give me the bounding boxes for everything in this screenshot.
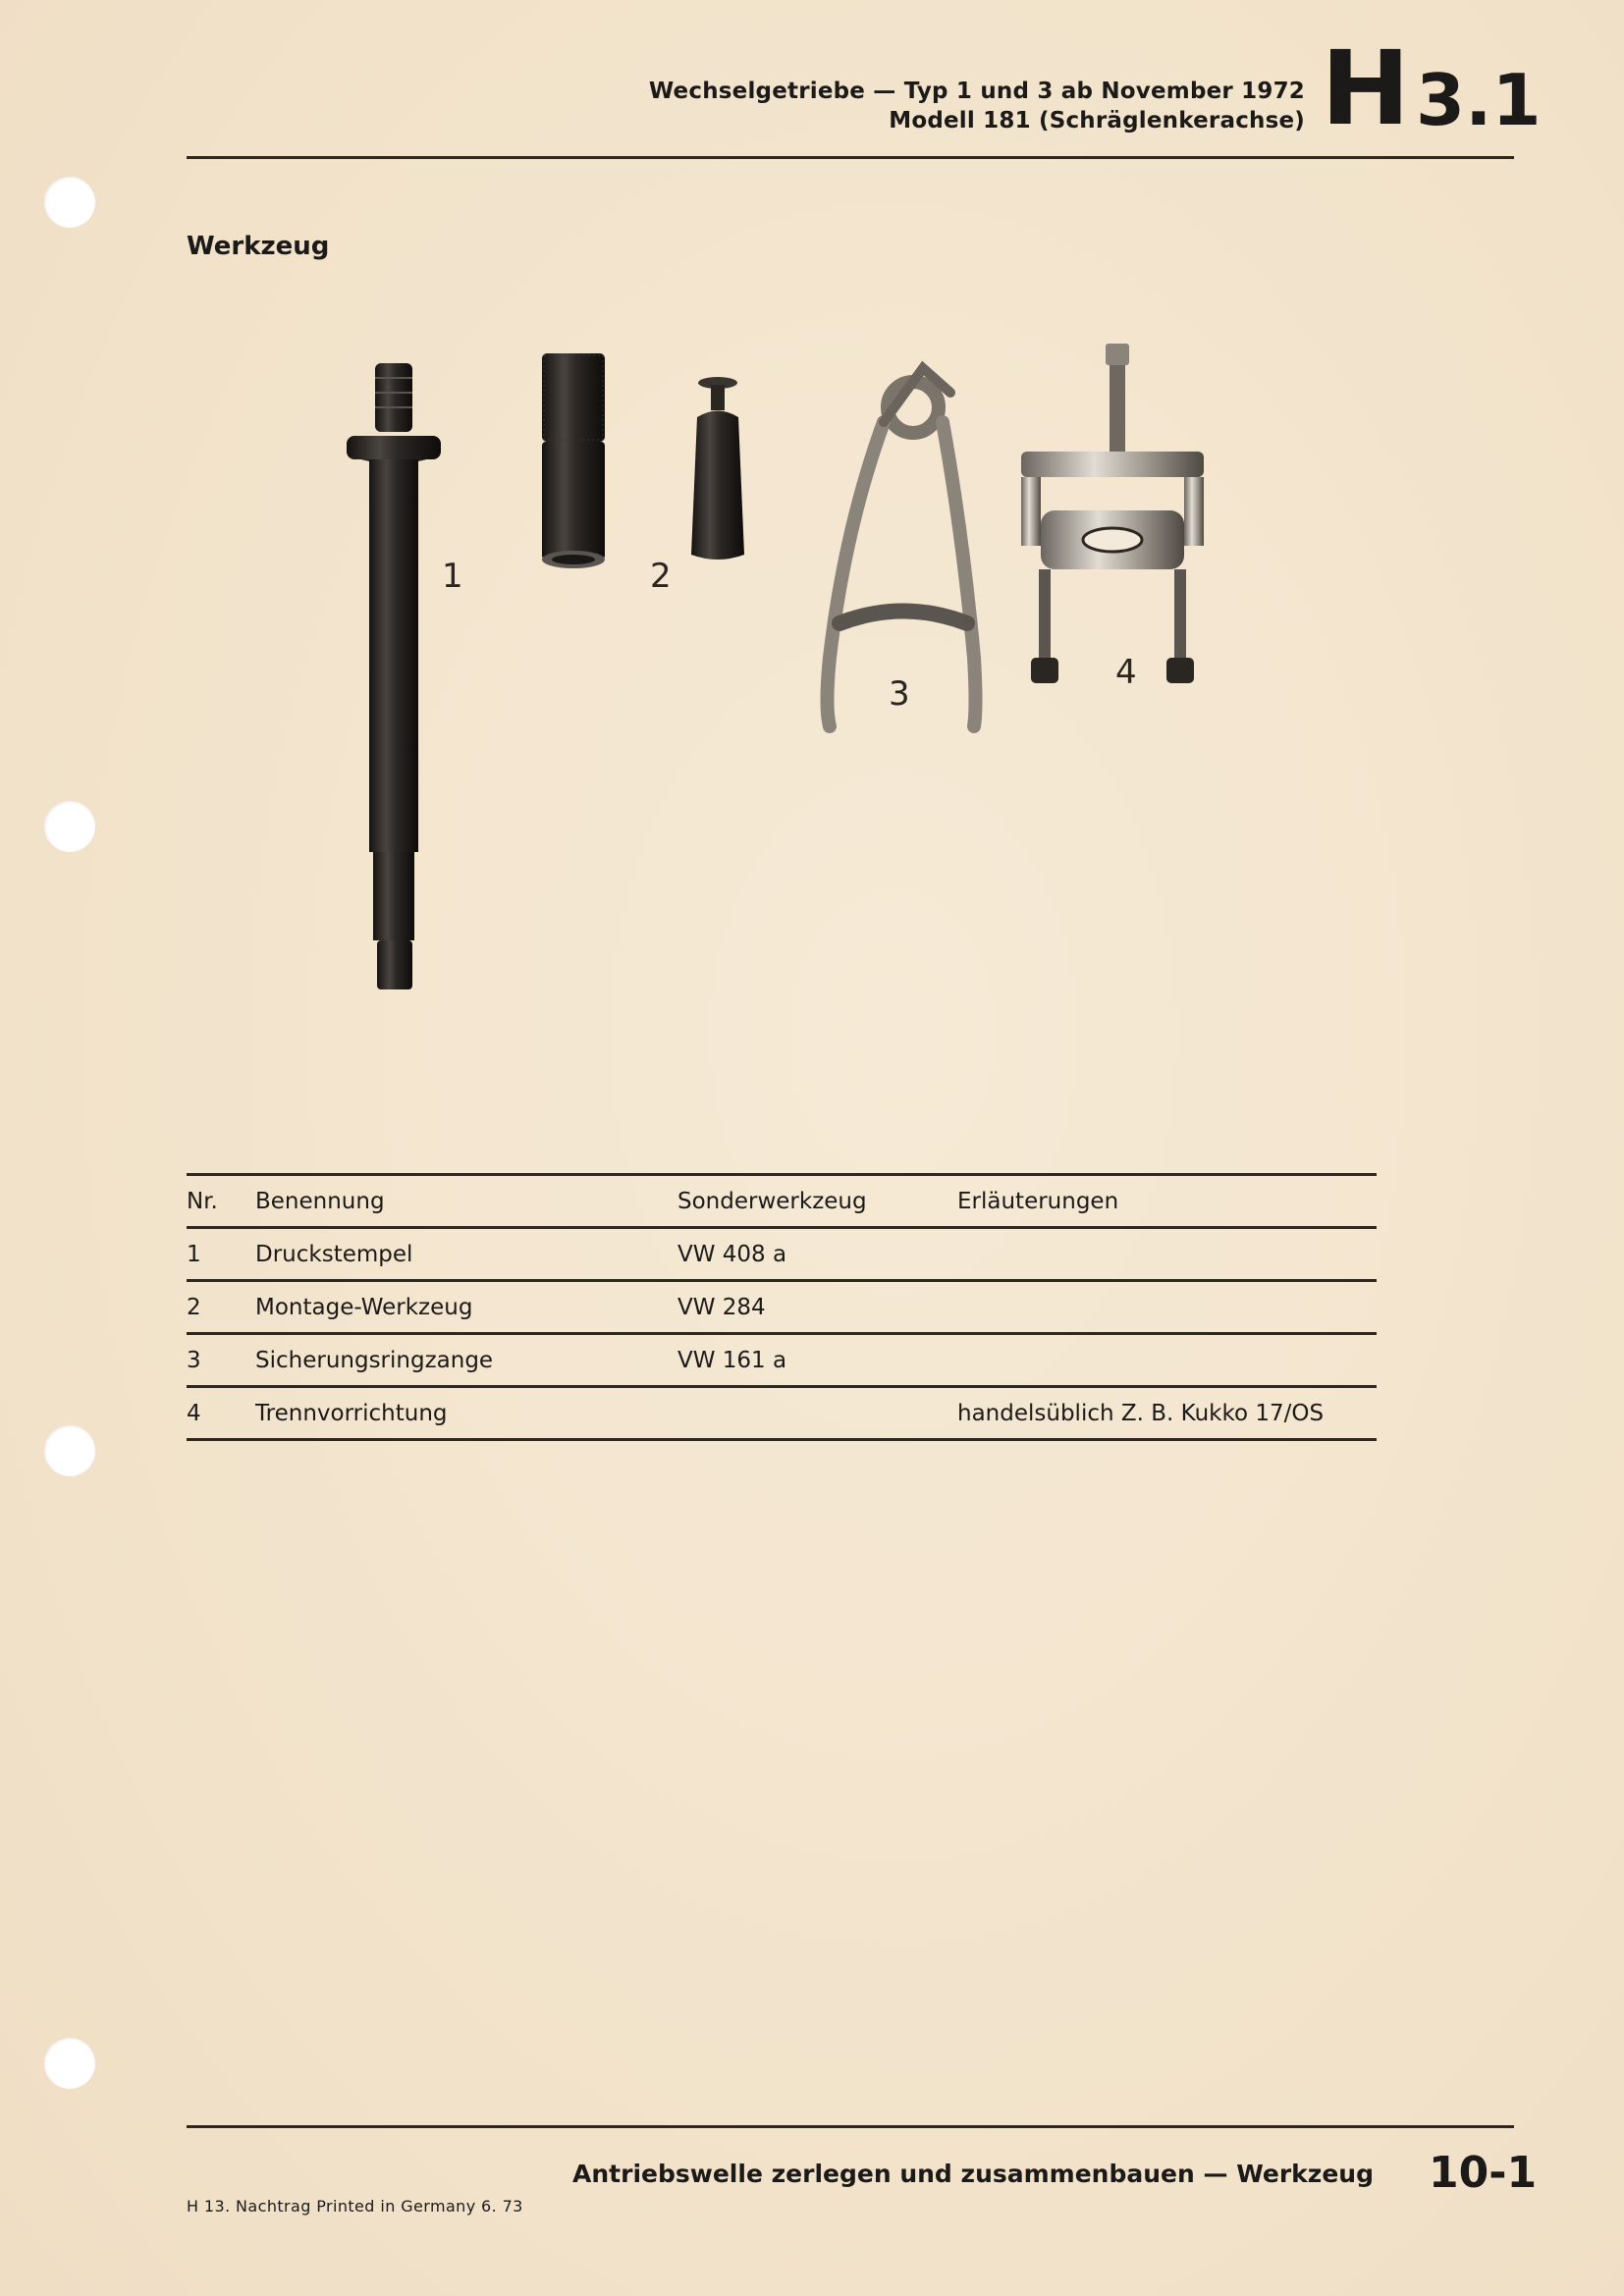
header-nr: Nr.: [187, 1189, 218, 1214]
cell-benennung: Sicherungsringzange: [255, 1348, 494, 1373]
cell-erlaeuterungen: handelsüblich Z. B. Kukko 17/OS: [957, 1401, 1325, 1426]
footer-title: Antriebswelle zerlegen und zusammenbauen — Werkzeug: [572, 2160, 1374, 2188]
cell-benennung: Druckstempel: [255, 1242, 413, 1267]
table-header-row: [187, 1173, 1377, 1226]
table-row: [187, 1279, 1377, 1332]
table-row: [187, 1226, 1377, 1279]
cell-sonderwerkzeug: VW 284: [677, 1295, 766, 1320]
cell-sonderwerkzeug: VW 408 a: [677, 1242, 787, 1267]
callout-3: 3: [889, 674, 910, 714]
punch-hole: [44, 801, 95, 852]
header-erlaeuterungen: Erläuterungen: [957, 1189, 1119, 1214]
table-bottom-rule: [187, 1438, 1377, 1441]
separator-tool: [1021, 344, 1204, 683]
cell-nr: 2: [187, 1295, 201, 1320]
section-heading: Werkzeug: [187, 232, 330, 261]
section-letter: H: [1321, 28, 1411, 148]
print-note: H 13. Nachtrag Printed in Germany 6. 73: [187, 2197, 523, 2216]
header-rule: [187, 156, 1514, 159]
tools-figure: [334, 334, 1237, 1005]
cell-benennung: Montage-Werkzeug: [255, 1295, 473, 1320]
tools-illustration: [334, 334, 1237, 1001]
punch-hole: [44, 177, 95, 228]
cell-benennung: Trennvorrichtung: [255, 1401, 448, 1426]
page-number: 10-1: [1429, 2148, 1538, 2198]
cell-nr: 4: [187, 1401, 201, 1426]
cell-nr: 1: [187, 1242, 201, 1267]
callout-2: 2: [650, 557, 672, 596]
header-benennung: Benennung: [255, 1189, 385, 1214]
pressure-punch-tool: [347, 363, 441, 989]
header-subtitle: Modell 181 (Schräglenkerachse): [889, 108, 1305, 133]
footer-rule: [187, 2125, 1514, 2128]
section-number: 3.1: [1416, 59, 1542, 141]
table-row: [187, 1332, 1377, 1385]
header-title: Wechselgetriebe — Typ 1 und 3 ab November 1972: [648, 79, 1305, 104]
table-row: [187, 1385, 1377, 1438]
callout-1: 1: [442, 557, 463, 596]
punch-hole: [44, 2038, 95, 2089]
cell-nr: 3: [187, 1348, 201, 1373]
circlip-pliers-tool: [828, 368, 976, 726]
cell-sonderwerkzeug: VW 161 a: [677, 1348, 787, 1373]
tools-table: [187, 1173, 1377, 1438]
callout-4: 4: [1115, 653, 1137, 692]
mounting-tool: [542, 353, 744, 568]
header-sonderwerkzeug: Sonderwerkzeug: [677, 1189, 867, 1214]
punch-hole: [44, 1425, 95, 1476]
